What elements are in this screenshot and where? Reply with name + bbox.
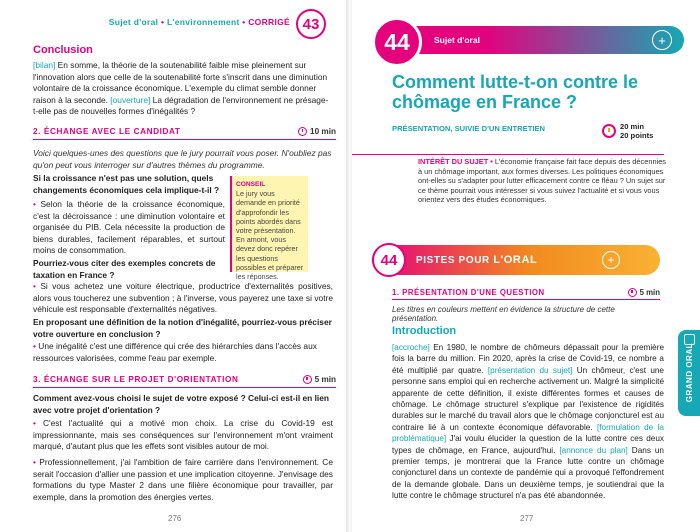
section-title: 1. PRÉSENTATION D'UNE QUESTION xyxy=(392,287,545,297)
right-page xyxy=(352,0,700,532)
question: Si la croissance n'est pas une solution, quels changements économiques cela implique-t-il ? xyxy=(33,173,220,195)
left-page xyxy=(0,0,348,532)
plus-icon: + xyxy=(602,251,620,269)
section-time-value: 10 min xyxy=(310,127,336,136)
bullet-icon: • xyxy=(33,341,39,351)
tag-presentation: [présentation du sujet] xyxy=(487,365,573,375)
bullet-icon: • xyxy=(33,281,41,291)
introduction-paragraph xyxy=(392,342,664,502)
subject-number-badge: 43 xyxy=(296,9,326,39)
tag-problematique: [formulation de la problématique] xyxy=(392,422,664,444)
bullet-icon: • xyxy=(33,418,43,428)
tag-accroche: [accroche] xyxy=(392,343,430,352)
section-time-value: 5 min xyxy=(639,287,660,297)
grand-oral-tab-label: GRAND ORAL xyxy=(684,343,694,403)
plus-icon: + xyxy=(652,30,672,50)
clock-icon xyxy=(298,127,307,136)
running-head-bullet: • xyxy=(242,17,246,27)
tag-bilan: [bilan] xyxy=(33,60,56,70)
answer xyxy=(33,341,333,364)
interet-rule xyxy=(352,154,664,155)
answer-text: Professionnellement, j'ai l'ambition de faire carrière dans l'environnement. Ce serait l'occasion d'allier une passion et une implication citoyenne. J'envisage des formations du type Master 2 dans une filière économique pour travailler, par exemple, dans la promotion des énergies vertes. xyxy=(33,457,333,502)
intro-italic: Voici quelques-unes des questions que le jury pourrait vous poser. N'oubliez pas qu'on peut vous interroger sur d'autres thèmes du programme. xyxy=(33,148,332,170)
section-time xyxy=(298,127,336,136)
section-time-value: 5 min xyxy=(314,375,336,384)
speech-icon xyxy=(684,334,695,345)
answer-text: Si vous achetez une voiture électrique, productrice d'externalités positives, alors vous toucherez une subvention ; à l'inverse, vous payerez une taxe si votre véhicule est responsable d'externalités négatives. xyxy=(33,281,333,315)
intro-text-2: Un chômeur, c'est une personne sans emploi qui en recherche activement un. Malgré la simplicité apparente de cette définition, il existe différentes formes et causes de chômage. Le chômage structurel s'explique par l'existence de rigidités durables sur le marché du travail alors que le chômage conjoncturel est au contraire lié à un contexte économique défavorable. xyxy=(392,365,664,432)
intro-text-3: J'ai voulu élucider la question de la lutte contre ces deux types de chômage, en France, aujourd'hui. xyxy=(392,434,664,455)
title-ribbon xyxy=(376,26,684,54)
section-title: 3. ÉCHANGE SUR LE PROJET D'ORIENTATION xyxy=(33,375,239,384)
section-time xyxy=(628,288,660,297)
bullet-icon: • xyxy=(33,199,41,209)
clock-icon xyxy=(602,124,616,138)
tag-ouverture: [ouverture] xyxy=(110,94,151,105)
question: En proposant une définition de la notion d'inégalité, pourriez-vous préciser votre ouverture en conclusion ? xyxy=(33,317,332,339)
introduction-heading: Introduction xyxy=(392,325,457,337)
intro-text-1: En 1980, le nombre de chômeurs dépassait pour la première fois la barre du million. Fin 2020, après la crise de Covid-19, ce nombre a été multiplié par quatre. xyxy=(392,343,664,375)
conclusion-paragraph xyxy=(33,60,333,118)
interet-text: L'économie française fait face depuis des décennies à un chômage important, aux formes diverses. Les politiques économiques ont-elles su s'adapter pour lutter efficacement contre ce fléau ? Un sujet sur ce thème pourrait vous intéresser si vous suivez l'actualité et si vous vous orientez vers des études économiques. xyxy=(418,157,667,205)
pistes-text-a: PISTES POUR xyxy=(416,255,494,266)
clock-icon xyxy=(628,288,637,297)
section-heading-projet-orientation xyxy=(33,372,336,388)
running-head-theme: L'environnement xyxy=(166,17,240,27)
ribbon-label: Sujet d'oral xyxy=(434,35,480,45)
section-title: 2. ÉCHANGE AVEC LE CANDIDAT xyxy=(33,127,181,136)
section-heading-presentation xyxy=(392,285,660,300)
interet-label: INTÉRÊT DU SUJET • xyxy=(418,157,493,166)
question: Pourriez-vous citer des exemples concrets de taxation en France ? xyxy=(33,258,216,280)
meta-points: 20 points xyxy=(620,131,654,140)
pistes-title xyxy=(416,254,537,266)
conclusion-text-1: En somme, la théorie de la soutenabilité faible mise pleinement sur l'innovation alors que celle de la soutenabilité forte s'inscrit dans une diminution volontaire de la croissance économique. L'exemple du climat semble donner raison à la seconde. xyxy=(33,60,328,105)
conclusion-text-2: La dégradation de l'environnement ne présage-t-elle pas de nouvelles formes d'inégalités ? xyxy=(33,94,329,117)
titres-italic: Les titres en couleurs mettent en évidence la structure de cette présentation. xyxy=(392,305,615,323)
answer-text: Selon la théorie de la croissance économique, c'est la décroissance : une diminution volontaire et organisée du PIB. Cela nécessite la production de biens durables, facilement réparables, et surtout moins de consommation. xyxy=(33,199,226,256)
conseil-label: CONSEIL xyxy=(236,181,266,188)
page-number: 276 xyxy=(168,514,182,523)
answer xyxy=(33,457,333,503)
running-head-corrige: CORRIGÉ xyxy=(248,17,290,27)
answer-text: Une inégalité c'est une différence qui crée des hiérarchies dans l'accès aux ressources valorisées, comme l'eau par exemple. xyxy=(33,341,317,363)
meta-text xyxy=(620,122,653,140)
page-title: Comment lutte-t-on contre le chômage en France ? xyxy=(392,72,638,112)
conclusion-heading: Conclusion xyxy=(33,44,93,56)
answer xyxy=(33,199,225,257)
answer-text: C'est l'actualité qui a motivé mon choix. La crise du Covid-19 est impressionnante, mais ses conséquences sur l'environnement m'ont vraiment marqué, d'autant plus que les effets sont visibles autour de moi. xyxy=(33,418,333,452)
section-heading-echange-candidat xyxy=(33,124,336,140)
bullet-icon: • xyxy=(33,457,40,467)
question: Comment avez-vous choisi le sujet de votre exposé ? Celui-ci est-il en lien avec votre projet d'orientation ? xyxy=(33,393,329,415)
running-head-sujet: Sujet d'oral xyxy=(108,17,159,27)
subtitle: PRÉSENTATION, SUIVIE D'UN ENTRETIEN xyxy=(392,124,545,133)
clock-icon xyxy=(303,375,312,384)
running-head xyxy=(109,17,290,27)
tag-annonce-plan: [annonce du plan] xyxy=(559,445,628,455)
answer xyxy=(33,418,333,453)
conseil-box xyxy=(230,176,308,282)
subject-number-badge: 44 xyxy=(372,17,422,67)
running-head-bullet: • xyxy=(160,17,165,27)
section-time xyxy=(303,375,336,384)
meta-time: 20 min xyxy=(620,122,645,131)
answer xyxy=(33,281,333,316)
page-number: 277 xyxy=(520,514,534,523)
pistes-number-badge: 44 xyxy=(372,243,406,277)
conseil-text: Le jury vous demande en priorité d'approfondir les points abordés dans votre présentation. En amont, vous devez donc repérer les questions possibles et préparer les réponses. xyxy=(236,189,304,282)
pistes-text-b: L'ORAL xyxy=(493,254,538,266)
intro-text-4: Dans un premier temps, je montrerai que la France lutte contre un chômage conjoncturel dans un contexte de pandémie qui a provoqué l'effondrement de la demande globale. Dans un deuxième temps, je soutiendrai que la lutte contre le chômage structurel n'a pas été abandonnée. xyxy=(392,445,664,501)
duration-points xyxy=(602,122,653,140)
interet-du-sujet xyxy=(418,157,668,205)
